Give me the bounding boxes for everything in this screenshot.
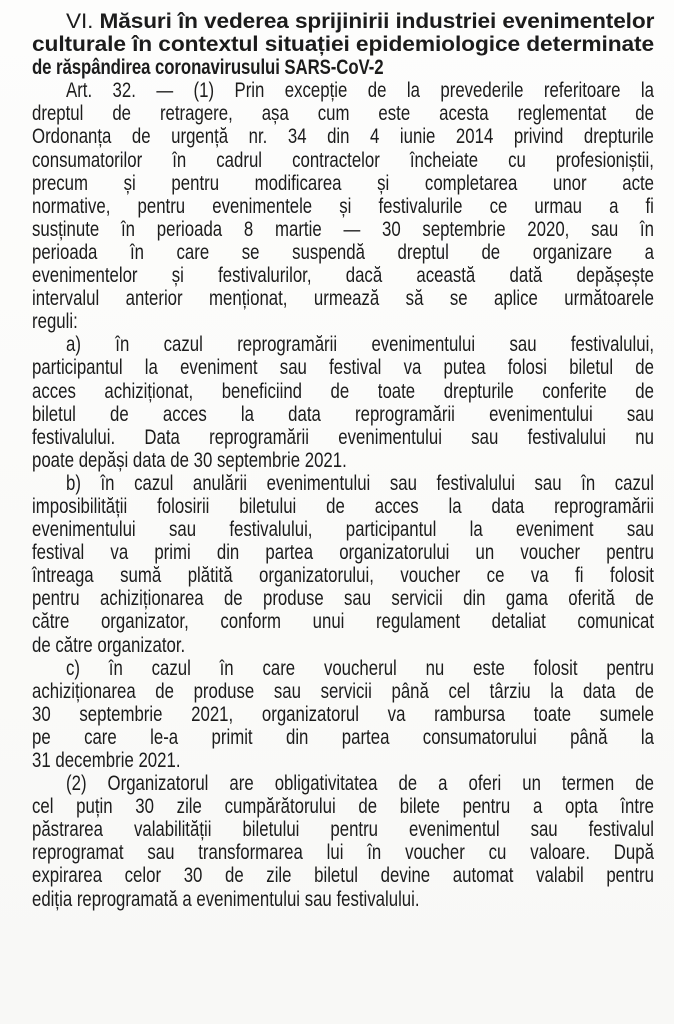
paragraph-line: întreaga sumă plătită organizatorului, voucher ce va fi folosit: [32, 564, 654, 588]
paragraph-line: perioada în care se suspendă dreptul de organizare a: [32, 240, 654, 264]
paragraph-a: [32, 333, 654, 472]
paragraph-line: acces achiziționat, beneficiind de toate drepturile conferite de: [32, 379, 654, 403]
paragraph-line: achiziționarea de produse sau servicii până cel târziu la data de: [32, 679, 654, 703]
paragraph-line: reguli:: [32, 310, 78, 334]
paragraph-line: c) în cazul în care voucherul nu este folosit pentru: [66, 656, 654, 680]
section-number: VI.: [66, 10, 94, 33]
paragraph-line: b) în cazul anulării evenimentului sau festivalului sau în cazul: [66, 471, 654, 495]
paragraph-line: susținute în perioada 8 martie — 30 septembrie 2020, sau în: [32, 217, 654, 241]
paragraph-line: festivalului. Data reprogramării evenimentului sau festivalului nu: [32, 425, 654, 449]
paragraph-line: Ordonanța de urgență nr. 34 din 4 iunie 2014 privind drepturile: [32, 125, 654, 149]
section-heading-line-3: [32, 56, 654, 79]
paragraph-c: [32, 657, 654, 772]
paragraph-line: a) în cazul reprogramării evenimentului sau festivalului,: [66, 333, 654, 357]
section-title-line: Măsuri în vederea sprijinirii industriei evenimentelor: [99, 10, 655, 33]
document-body: [32, 10, 654, 911]
paragraph-line: participantul la eveniment sau festival va putea folosi biletul de: [32, 356, 654, 380]
paragraph-line: pe care le-a primit din partea consumatorului până la: [32, 725, 654, 749]
paragraph-line: păstrarea valabilității biletului pentru evenimentul sau festivalul: [32, 818, 654, 842]
paragraph-line: evenimentelor și festivalurilor, dacă această dată depășește: [32, 264, 654, 288]
section-heading-line-2: [32, 33, 654, 56]
paragraph-line: pentru achiziționarea de produse sau servicii din gama oferită de: [32, 587, 654, 611]
paragraph-line: festival va primi din partea organizatorului un voucher pentru: [32, 541, 654, 565]
paragraph-p1: [32, 79, 654, 333]
paragraph-line: precum și pentru modificarea și completarea unor acte: [32, 171, 654, 195]
paragraph-line: poate depăși data de 30 septembrie 2021.: [32, 448, 347, 472]
paragraph-line: evenimentului sau festivalului, participantul la eveniment sau: [32, 518, 654, 542]
paragraph-line: către organizator, conform unui regulament detaliat comunicat: [32, 610, 654, 634]
paragraph-line: imposibilității folosirii biletului de acces la data reprogramării: [32, 494, 654, 518]
paragraph-line: Art. 32. — (1) Prin excepție de la prevederile referitoare la: [66, 79, 654, 103]
section-title-line: culturale în contextul situației epidemiologice determinate: [32, 33, 655, 57]
paragraph-line: 30 septembrie 2021, organizatorul va rambursa toate sumele: [32, 702, 654, 726]
section-heading-line-1: [32, 10, 654, 33]
paragraph-line: dreptul de retragere, așa cum este acesta reglementat de: [32, 102, 654, 126]
paragraph-line: ediția reprogramată a evenimentului sau festivalului.: [32, 887, 420, 911]
paragraph-line: reprogramat sau transformarea lui în voucher cu valoare. După: [32, 841, 654, 865]
article-32: [32, 79, 654, 910]
paragraph-line: (2) Organizatorul are obligativitatea de a oferi un termen de: [66, 772, 654, 796]
paragraph-line: expirarea celor 30 de zile biletul devine automat valabil pentru: [32, 864, 654, 888]
paragraph-line: biletul de acces la data reprogramării evenimentului sau: [32, 402, 654, 426]
paragraph-line: 31 decembrie 2021.: [32, 749, 181, 772]
paragraph-line: intervalul anterior menționat, urmează să se aplice următoarele: [32, 287, 654, 311]
paragraph-p2: [32, 772, 654, 911]
section-title-line: de răspândirea coronavirusului SARS-CoV-2: [32, 56, 384, 80]
paragraph-line: consumatorilor în cadrul contractelor încheiate cu profesioniștii,: [32, 148, 654, 172]
paragraph-line: cel puțin 30 zile cumpărătorului de bilete pentru a opta între: [32, 795, 654, 819]
paragraph-b: [32, 472, 654, 657]
paragraph-line: normative, pentru evenimentele și festivalurile ce urmau a fi: [32, 194, 654, 218]
paragraph-line: de către organizator.: [32, 633, 186, 657]
